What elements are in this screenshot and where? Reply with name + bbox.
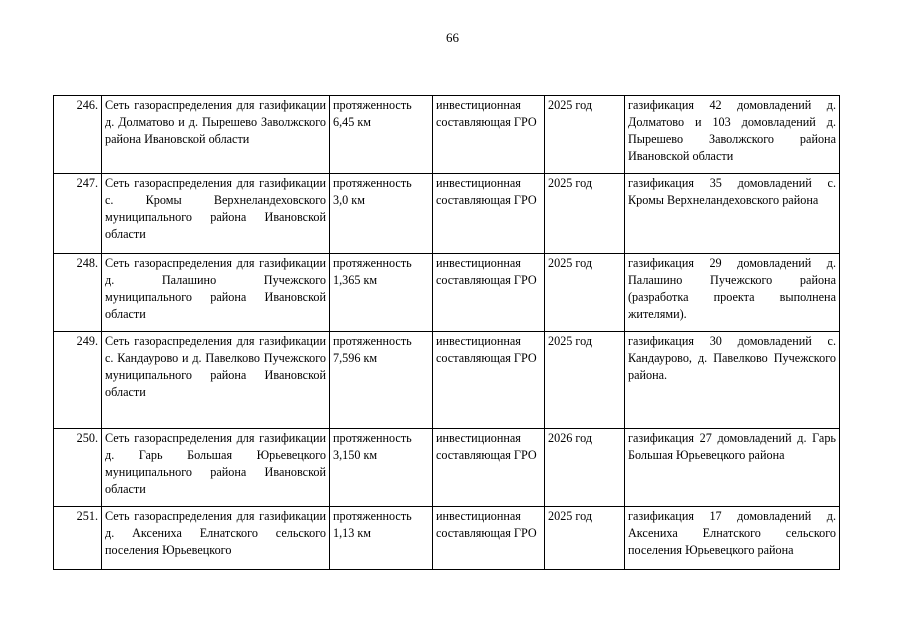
row-number: 246. bbox=[54, 96, 102, 174]
object-name: Сеть газораспределения для газификации д. Палашино Пучежского муниципального района Ивановской области bbox=[102, 254, 330, 332]
capacity: протяженность 1,13 км bbox=[330, 507, 433, 570]
table-row bbox=[54, 507, 840, 570]
object-name: Сеть газораспределения для газификации д. Долматово и д. Пырешево Заволжского района Ивановской области bbox=[102, 96, 330, 174]
gasification-table bbox=[53, 95, 840, 570]
capacity: протяженность 3,0 км bbox=[330, 174, 433, 254]
expected-result: газификация 35 домовладений с. Кромы Верхнеландеховского района bbox=[625, 174, 840, 254]
capacity: протяженность 1,365 км bbox=[330, 254, 433, 332]
year: 2025 год bbox=[545, 96, 625, 174]
year: 2025 год bbox=[545, 254, 625, 332]
funding-source: инвестиционная составляющая ГРО bbox=[433, 332, 545, 429]
funding-source: инвестиционная составляющая ГРО bbox=[433, 254, 545, 332]
table-row bbox=[54, 429, 840, 507]
object-name: Сеть газораспределения для газификации с. Кромы Верхнеландеховского муниципального района Ивановской области bbox=[102, 174, 330, 254]
object-name: Сеть газораспределения для газификации д. Гарь Большая Юрьевецкого муниципального района Ивановской области bbox=[102, 429, 330, 507]
expected-result: газификация 27 домовладений д. Гарь Большая Юрьевецкого района bbox=[625, 429, 840, 507]
table-row bbox=[54, 332, 840, 429]
expected-result: газификация 42 домовладений д. Долматово и 103 домовладений д. Пырешево Заволжского района Ивановской области bbox=[625, 96, 840, 174]
year: 2025 год bbox=[545, 507, 625, 570]
table-body bbox=[54, 96, 840, 570]
funding-source: инвестиционная составляющая ГРО bbox=[433, 174, 545, 254]
row-number: 248. bbox=[54, 254, 102, 332]
capacity: протяженность 6,45 км bbox=[330, 96, 433, 174]
table-row bbox=[54, 254, 840, 332]
row-number: 250. bbox=[54, 429, 102, 507]
funding-source: инвестиционная составляющая ГРО bbox=[433, 96, 545, 174]
table-row bbox=[54, 174, 840, 254]
expected-result: газификация 29 домовладений д. Палашино Пучежского района (разработка проекта выполнена жителями). bbox=[625, 254, 840, 332]
capacity: протяженность 7,596 км bbox=[330, 332, 433, 429]
year: 2026 год bbox=[545, 429, 625, 507]
object-name: Сеть газораспределения для газификации с. Кандаурово и д. Павелково Пучежского муниципального района Ивановской области bbox=[102, 332, 330, 429]
row-number: 251. bbox=[54, 507, 102, 570]
row-number: 249. bbox=[54, 332, 102, 429]
year: 2025 год bbox=[545, 174, 625, 254]
table-row bbox=[54, 96, 840, 174]
expected-result: газификация 30 домовладений с. Кандаурово, д. Павелково Пучежского района. bbox=[625, 332, 840, 429]
page-number: 66 bbox=[446, 30, 459, 45]
object-name: Сеть газораспределения для газификации д. Аксениха Елнатского сельского поселения Юрьевецкого bbox=[102, 507, 330, 570]
row-number: 247. bbox=[54, 174, 102, 254]
year: 2025 год bbox=[545, 332, 625, 429]
expected-result: газификация 17 домовладений д. Аксениха Елнатского сельского поселения Юрьевецкого района bbox=[625, 507, 840, 570]
funding-source: инвестиционная составляющая ГРО bbox=[433, 429, 545, 507]
funding-source: инвестиционная составляющая ГРО bbox=[433, 507, 545, 570]
capacity: протяженность 3,150 км bbox=[330, 429, 433, 507]
